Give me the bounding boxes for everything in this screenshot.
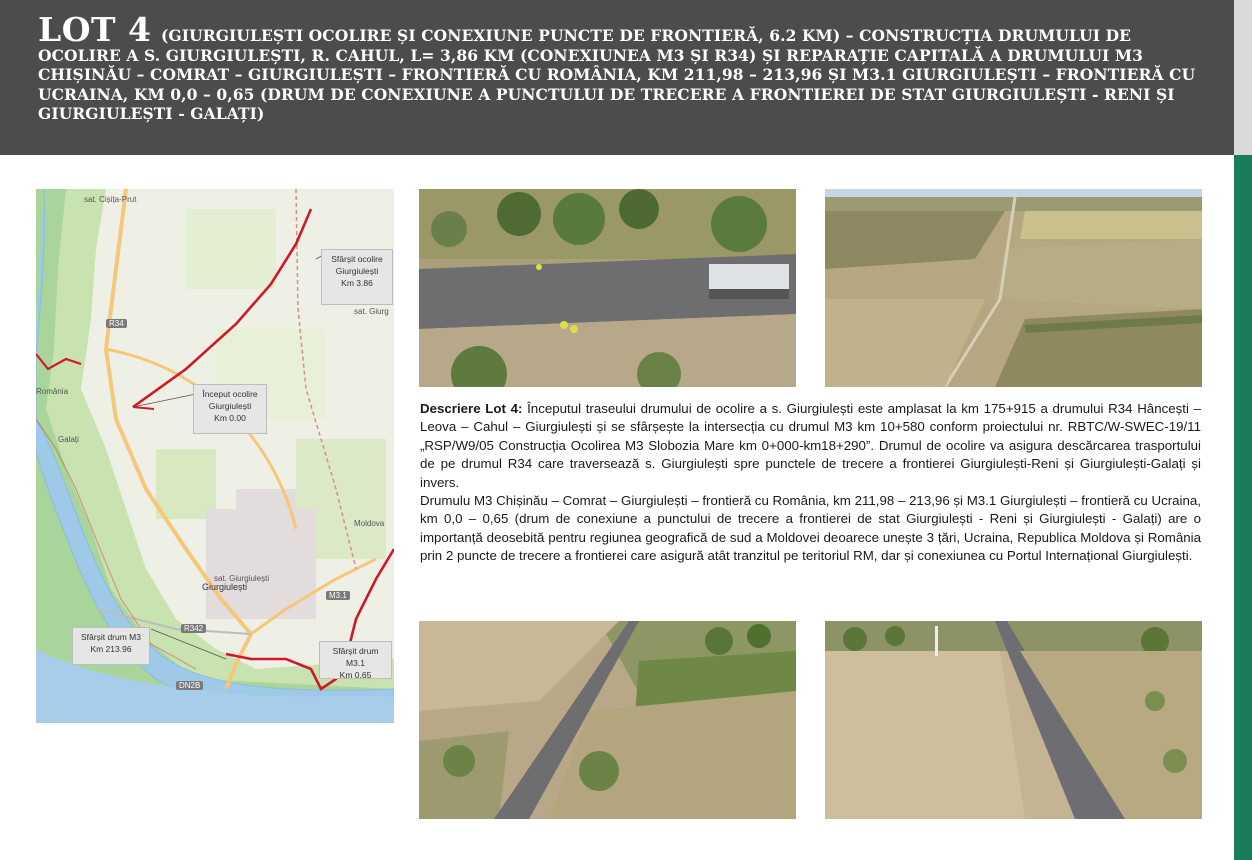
side-strip-accent <box>1234 155 1252 860</box>
photo-road-village <box>419 621 796 819</box>
callout-line: Km 0.00 <box>214 413 246 423</box>
description-lead: Descriere Lot 4: <box>420 401 523 416</box>
photo-road-fields <box>825 621 1202 819</box>
map-label-sat-giurgiulesti: sat. Giurgiulești <box>214 574 270 583</box>
header-banner <box>0 0 1234 155</box>
road-shield-dn2b: DN2B <box>176 681 203 690</box>
map-label-giurgiulesti: Giurgiulești <box>202 582 248 592</box>
callout-end-m31 <box>319 641 392 679</box>
description-paragraph-2: Drumulu M3 Chișinău – Comrat – Giurgiulești – frontieră cu România, km 211,98 – 213,96 și M3.1 Giurgiulești – frontieră cu Ucraina, km 0,0 – 0,65 (drum de conexiune a punctului de trecere a frontierei de stat Giurgiulești - Reni și Giurgiulești - Galați) are o importanță deosebită pentru regiunea geografică de sud a Moldovei deoarece unește 3 țări, Ucraina, Republica Moldova și România prin 2 puncte de trecere a frontierei care asigură atât tranzitul pe teritoriul RM, dar și conexiunea cu Portul Internațional Giurgiulești. <box>420 493 1201 564</box>
map-label-moldova: Moldova <box>354 519 385 528</box>
callout-line: Km 213.96 <box>90 644 132 654</box>
page-title <box>38 10 1198 124</box>
lot-description <box>420 400 1201 566</box>
callout-line: Sfârșit ocolire <box>331 254 383 264</box>
route-map <box>36 189 394 723</box>
lot-label: LOT 4 <box>38 10 152 49</box>
callout-line: Km 3.86 <box>341 278 373 288</box>
photo-fields-aerial <box>825 189 1202 387</box>
callout-end-m3 <box>72 627 150 665</box>
callout-line: Giurgiulești <box>208 401 252 411</box>
callout-line: Giurgiulești <box>335 266 379 276</box>
callout-line: Sfârșit drum M3.1 <box>332 646 379 668</box>
callout-line: Sfârșit drum M3 <box>81 632 141 642</box>
callout-end-bypass <box>321 249 393 305</box>
map-label-sat-giurg: sat. Giurg <box>354 307 389 316</box>
description-text-1: Începutul traseului drumului de ocolire a s. Giurgiulești este amplasat la km 175+915 a drumului R34 Hâncești – Leova – Cahul – Giurgiulești și se sfârșește la intersecția cu drumul M3 km 10+580 conform proiectului nr. RBTC/W-SWEC-19/11 „RSP/W9/05 Construcția Ocolirea M3 Slobozia Mare km 0+000-km18+290”. Drumul de ocolire va asigura descărcarea trasportului de pe drumul R34 care traversează s. Giurgiulești spre punctele de trecere a frontierei Giurgiulești-Reni și Giurgiulești-Galați și invers. <box>420 401 1201 490</box>
side-strip-top <box>1234 0 1252 155</box>
map-label-romania: România <box>36 387 69 396</box>
photo-road-workers <box>419 189 796 387</box>
callout-line: Km 0.65 <box>339 670 372 680</box>
road-shield-r34: R34 <box>106 319 127 328</box>
map-label-galati: Galați <box>58 435 79 444</box>
description-paragraph-1 <box>420 400 1201 492</box>
title-text: (GIURGIULEȘTI OCOLIRE ȘI CONEXIUNE PUNCTE DE FRONTIERĂ, 6.2 KM) – CONSTRUCȚIA DRUMULUI DE OCOLIRE A S. GIURGIULEȘTI, R. CAHUL, L= 3,86 KM (CONEXIUNEA M3 ȘI R34) ȘI REPARAȚIE CAPITALĂ A DRUMULUI M3 CHIȘINĂU – COMRAT – GIURGIULEȘTI – FRONTIERĂ CU ROMÂNIA, KM 211,98 – 213,96 ȘI M3.1 GIURGIULEȘTI – FRONTIERĂ CU UCRAINA, KM 0,0 – 0,65 (DRUM DE CONEXIUNE A PUNCTULUI DE TRECERE A FRONTIEREI DE STAT GIURGIULEȘTI - RENI ȘI GIURGIULEȘTI - GALAȚI) <box>38 26 1196 123</box>
map-label-cisita: sat. Cișița-Prut <box>84 195 137 204</box>
road-shield-m31: M3.1 <box>326 591 350 600</box>
callout-start-bypass <box>193 384 267 434</box>
road-shield-r342: R342 <box>181 624 206 633</box>
callout-line: Început ocolire <box>202 389 258 399</box>
